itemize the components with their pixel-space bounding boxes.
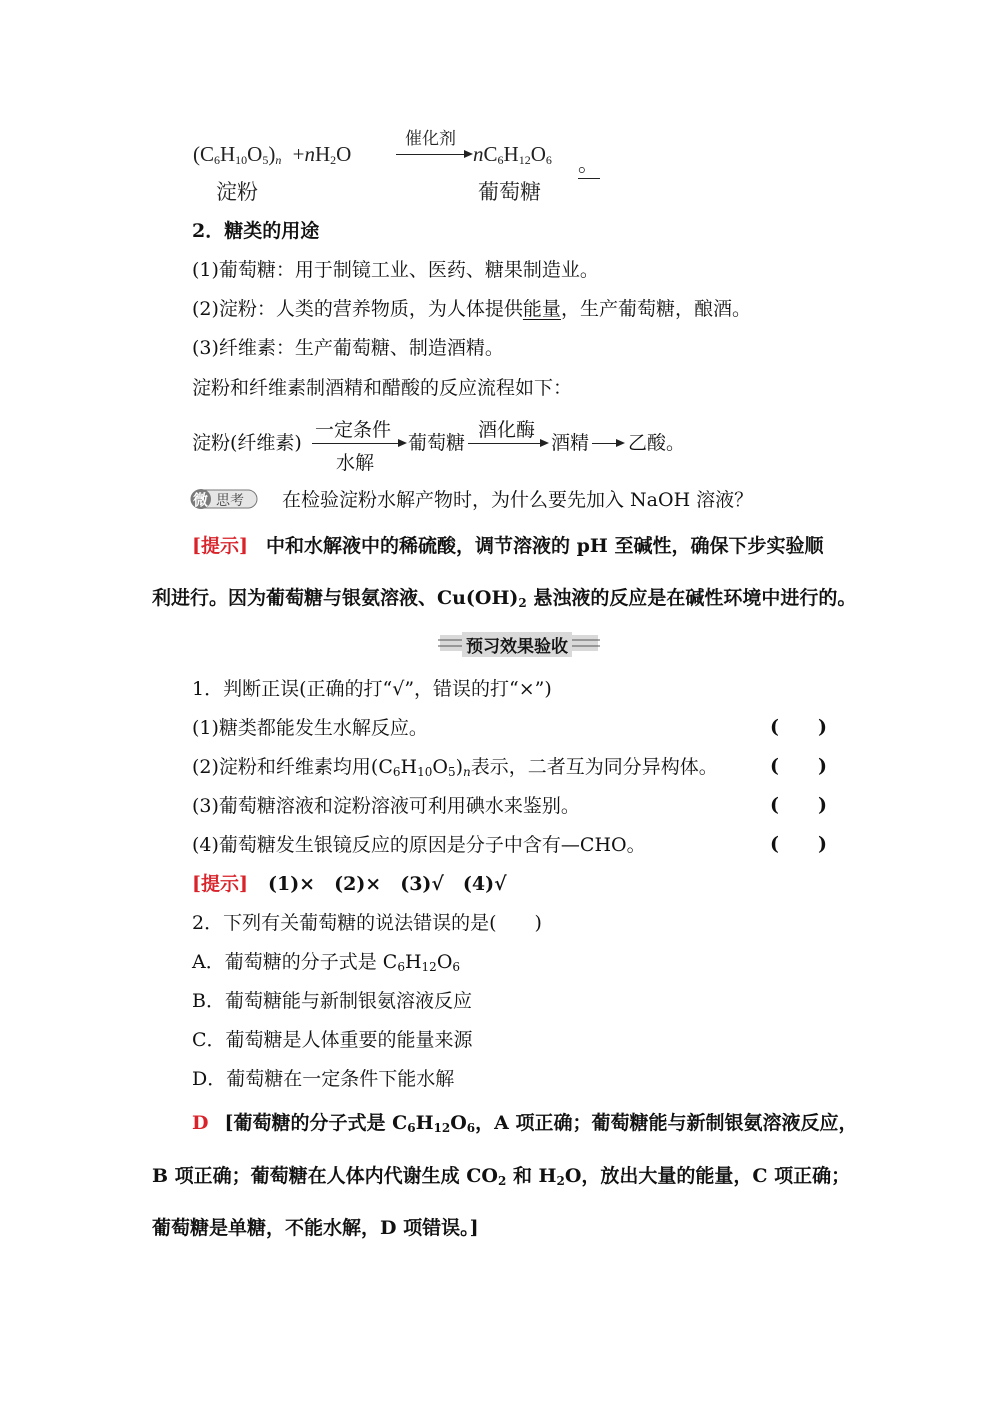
flow-condition-top: 一定条件 xyxy=(315,419,392,441)
flow-glucose: 葡萄糖 xyxy=(408,432,466,454)
answer-blank-2-close: ) xyxy=(818,755,827,777)
q2-explanation-line-3: 葡萄糖是单糖，不能水解，D 项错误。] xyxy=(152,1217,479,1239)
uses-item-3: (3)纤维素：生产葡萄糖、制造酒精。 xyxy=(192,337,504,359)
flow-arrow-3 xyxy=(592,443,618,444)
hydrolysis-equation-lhs: $(C_6H_{10}O_5)_n +nH_2O$ xyxy=(193,142,352,167)
q2-option-a: A．葡萄糖的分子式是 $C_6H_{12}O_6$ xyxy=(192,951,461,974)
catalyst-label: 催化剂 xyxy=(405,129,456,148)
q2-option-d: D．葡萄糖在一定条件下能水解 xyxy=(192,1068,455,1090)
flow-arrow-1-head xyxy=(398,439,407,447)
label-glucose: 葡萄糖 xyxy=(478,180,541,204)
q1-item-2: (2)淀粉和纤维素均用$(C_6H_{10}O_5)_n$表示，二者互为同分异构体。 xyxy=(192,756,718,779)
answer-blank-3-close: ) xyxy=(818,794,827,816)
q1-heading: 1．判断正误(正确的打“√”，错误的打“×”) xyxy=(192,678,552,700)
q1-item-3: (3)葡萄糖溶液和淀粉溶液可利用碘水来鉴别。 xyxy=(192,795,580,817)
answer-blank-4-close: ) xyxy=(818,833,827,855)
flow-arrow-3-head xyxy=(616,439,625,447)
flow-condition-bottom: 水解 xyxy=(336,452,375,474)
flow-enzyme: 酒化酶 xyxy=(478,419,536,441)
think-hint-line-1: [提示] 中和水解液中的稀硫酸，调节溶液的 pH 至碱性，确保下步实验顺 xyxy=(192,535,824,557)
uses-heading: 2．糖类的用途 xyxy=(192,220,320,242)
q2-stem: 2．下列有关葡萄糖的说法错误的是( ) xyxy=(192,912,542,934)
answer-blank-4-open: ( xyxy=(770,833,779,855)
answer-blank-1-open: ( xyxy=(770,716,779,738)
answer-blank-1-close: ) xyxy=(818,716,827,738)
answer-blank-3-open: ( xyxy=(770,794,779,816)
q1-item-1: (1)糖类都能发生水解反应。 xyxy=(192,717,428,739)
think-badge-right: 思考 xyxy=(216,493,244,509)
hint-label: [提示] xyxy=(192,873,248,895)
reaction-arrow xyxy=(396,154,466,155)
q2-answer: D xyxy=(192,1112,209,1134)
reaction-arrow-head xyxy=(464,150,473,158)
q1-item-4: (4)葡萄糖发生银镜反应的原因是分子中含有—CHO。 xyxy=(192,834,646,856)
flow-intro: 淀粉和纤维素制酒精和醋酸的反应流程如下： xyxy=(192,377,573,399)
think-badge-left: 微 xyxy=(193,491,209,509)
flow-arrow-2-head xyxy=(540,439,549,447)
q2-explanation-line-1: D [葡萄糖的分子式是 $C_6H_{12}O_6$，A 项正确；葡萄糖能与新制银氨溶液反应， xyxy=(192,1112,858,1135)
label-starch: 淀粉 xyxy=(216,180,258,204)
section-title-text: 预习效果验收 xyxy=(462,632,572,657)
uses-item-2: (2)淀粉：人类的营养物质，为人体提供能量，生产葡萄糖，酿酒。 xyxy=(192,298,751,320)
flow-start: 淀粉(纤维素) xyxy=(192,432,302,454)
equation-period: 。 xyxy=(578,148,600,179)
section-title xyxy=(438,632,600,657)
think-hint-line-2: 利进行。因为葡萄糖与银氨溶液、$Cu(OH)_2$ 悬浊液的反应是在碱性环境中进行的。 xyxy=(152,587,857,610)
q2-option-c: C．葡萄糖是人体重要的能量来源 xyxy=(192,1029,473,1051)
q2-explanation-line-2: B 项正确；葡萄糖在人体内代谢生成 $CO_2$ 和 $H_2O$，放出大量的能量，C 项正确； xyxy=(152,1165,851,1188)
flow-arrow-2 xyxy=(468,443,542,444)
answer-blank-2-open: ( xyxy=(770,755,779,777)
hint-label: [提示] xyxy=(192,535,248,557)
think-badge xyxy=(190,488,258,510)
think-question: 在检验淀粉水解产物时，为什么要先加入 NaOH 溶液？ xyxy=(282,489,754,511)
flow-acid: 乙酸。 xyxy=(628,432,686,454)
q2-option-b: B．葡萄糖能与新制银氨溶液反应 xyxy=(192,990,472,1012)
flow-arrow-1 xyxy=(312,443,400,444)
q1-hint: [提示] (1)× (2)× (3)√ (4)√ xyxy=(192,873,507,895)
hydrolysis-equation-rhs: $nC_6H_{12}O_6$ xyxy=(473,142,552,167)
uses-item-1: (1)葡萄糖：用于制镜工业、医药、糖果制造业。 xyxy=(192,259,599,281)
flow-alcohol: 酒精 xyxy=(551,432,590,454)
